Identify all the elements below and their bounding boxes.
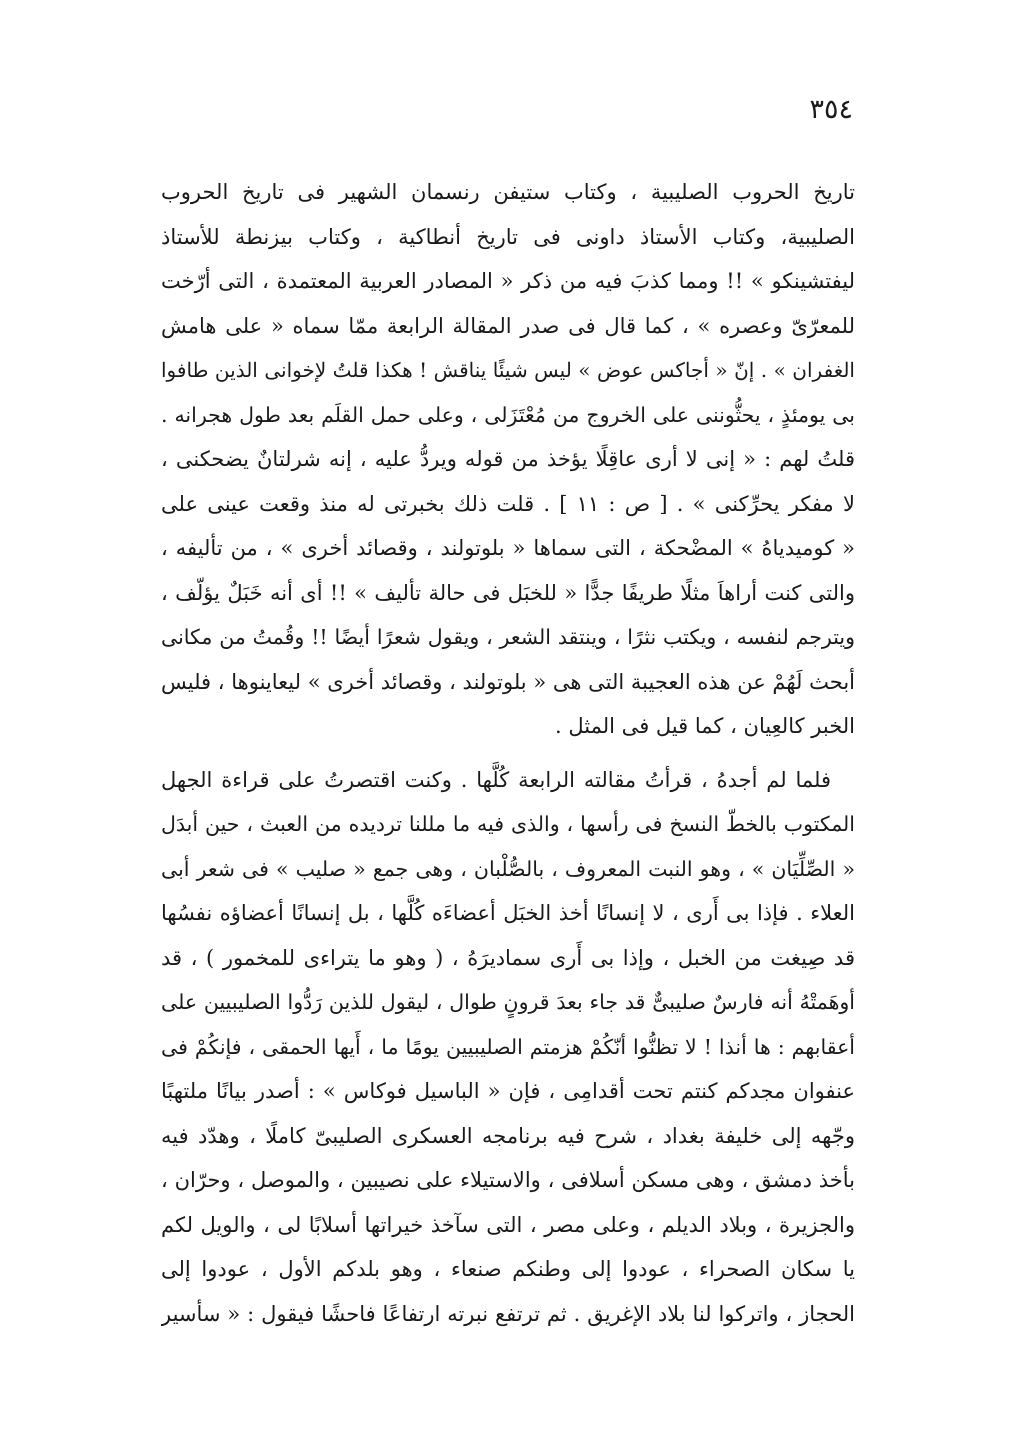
text-line: فلما لم أجدهُ ، قرأتُ مقالته الرابعة كُلَّها . وكنت اقتصرتُ على قراءة الجهل (161, 767, 831, 792)
text-line: « كوميدياهُ » المضْحكة ، التى سماها « بلوتولند ، وقصائد أخرى » ، من تأليفه ، (161, 536, 855, 560)
text-line: والجزيرة ، وبلاد الديلم ، وعلى مصر ، التى سآخذ خيراتها أسلابًا لى ، والويل لكم (161, 1212, 855, 1237)
text-line: العلاء . فإذا بى أَرى ، لا إنسانًا أخذ الخبَل أعضاءَه كُلَّها ، بل إنسانًا أعضاؤه نفسُها (161, 901, 855, 925)
text-line: لا مفكر يحرِّكنى » . [ ص : ١١ ] . قلت ذلك بخبرتى له منذ وقعت عينى على (161, 491, 855, 516)
body-text (161, 170, 855, 1336)
text-line: والتى كنت أراهاَ مثلًا طريفًا جدًّا « للخبَل فى حالة تأليف » !! أى أنه خَبَلٌ يؤلّف ، (161, 580, 855, 605)
text-line: أعقابهم : ها أنذا ! لا تظنُّوا أنّكُمْ هزمتم الصليبيين يومًا ما ، أَيها الحمقى ، فإنكُمْ فى (161, 1034, 855, 1059)
text-line: للمعرّىّ وعصره » ، كما قال فى صدر المقالة الرابعة ممّا سماه « على هامش (161, 313, 855, 338)
text-line: تاريخ الحروب الصليبية ، وكتاب ستيفن رنسمان الشهير فى تاريخ الحروب (161, 180, 855, 204)
text-line: ليفتشينكو » !! ومما كذبَ فيه من ذكر « المصادر العربية المعتمدة ، التى أرّخت (161, 269, 855, 293)
text-line: يا سكان الصحراء ، عودوا إلى وطنكم صنعاء ، وهو بلدكم الأول ، عودوا إلى (161, 1257, 855, 1281)
text-line: عنفوان مجدكم كنتم تحت أقدامِى ، فإن « الباسيل فوكاس » : أصدر بيانًا ملتهبًا (161, 1079, 855, 1103)
text-line: أوهَمتْهُ أنه فارسٌ صليبىٌّ قد جاء بعدَ قرونٍ طوال ، ليقول للذين رَدُّوا الصليبيين على (161, 990, 855, 1014)
text-line: الخبر كالعِيان ، كما قيل فى المثل . (555, 714, 855, 738)
text-line: الغفران » . إنّ « أجاكس عوض » ليس شيئًا يناقش ! هكذا قلتُ لإخوانى الذين طافوا (161, 358, 855, 382)
text-line: أبحث لَهُمْ عن هذه العجيبة التى هى « بلوتولند ، وقصائد أخرى » ليعاينوها ، فليس (161, 669, 855, 694)
text-line: بأخذ دمشق ، وهى مسكن أسلافى ، والاستيلاء على نصيبين ، والموصل ، وحرّان ، (161, 1168, 855, 1192)
text-line: ويترجم لنفسه ، ويكتب نثرًا ، وينتقد الشعر ، ويقول شعرًا أيضًا !! وقُمتُ من مكانى (161, 625, 855, 649)
page-number: ٣٥٤ (809, 94, 853, 125)
text-line: « الصِّلِّيَان » ، وهو النبت المعروف ، بالصُّلْبان ، وهى جمع « صليب » فى شعر أبى (161, 856, 855, 881)
text-line: المكتوب بالخطّ النسخ فى رأسها ، والذى فيه ما مللنا ترديده من العبث ، حين أبدَل (161, 812, 855, 836)
text-line: الحجاز ، واتركوا لنا بلاد الإغريق . ثم ترتفع نبرته ارتفاعًا فاحشًا فيقول : « سأسير (161, 1301, 855, 1326)
text-line: بى يومئذٍ ، يحثُّوننى على الخروج من مُعْتَزَلى ، وعلى حمل القلَم بعد طول هجرانه . (161, 402, 855, 427)
text-line: قد صِيغت من الخبل ، وإذا بى أَرى سماديرَهُ ، ( وهو ما يتراءى للمخمور ) ، قد (161, 945, 855, 970)
text-line: وجّهه إلى خليفة بغداد ، شرح فيه برنامجه العسكرى الصليبىّ كاملًا ، وهدّد فيه (161, 1123, 855, 1148)
text-line: قلتُ لهم : « إنى لا أرى عاقِلًا يؤخذ من قوله ويردُّ عليه ، إنه شرلتانٌ يضحكنى ، (161, 447, 855, 471)
paragraph (161, 170, 855, 749)
paragraph (161, 758, 855, 1337)
text-line: الصليبية، وكتاب الأستاذ داونى فى تاريخ أنطاكية ، وكتاب بيزنطة للأستاذ (161, 224, 855, 249)
